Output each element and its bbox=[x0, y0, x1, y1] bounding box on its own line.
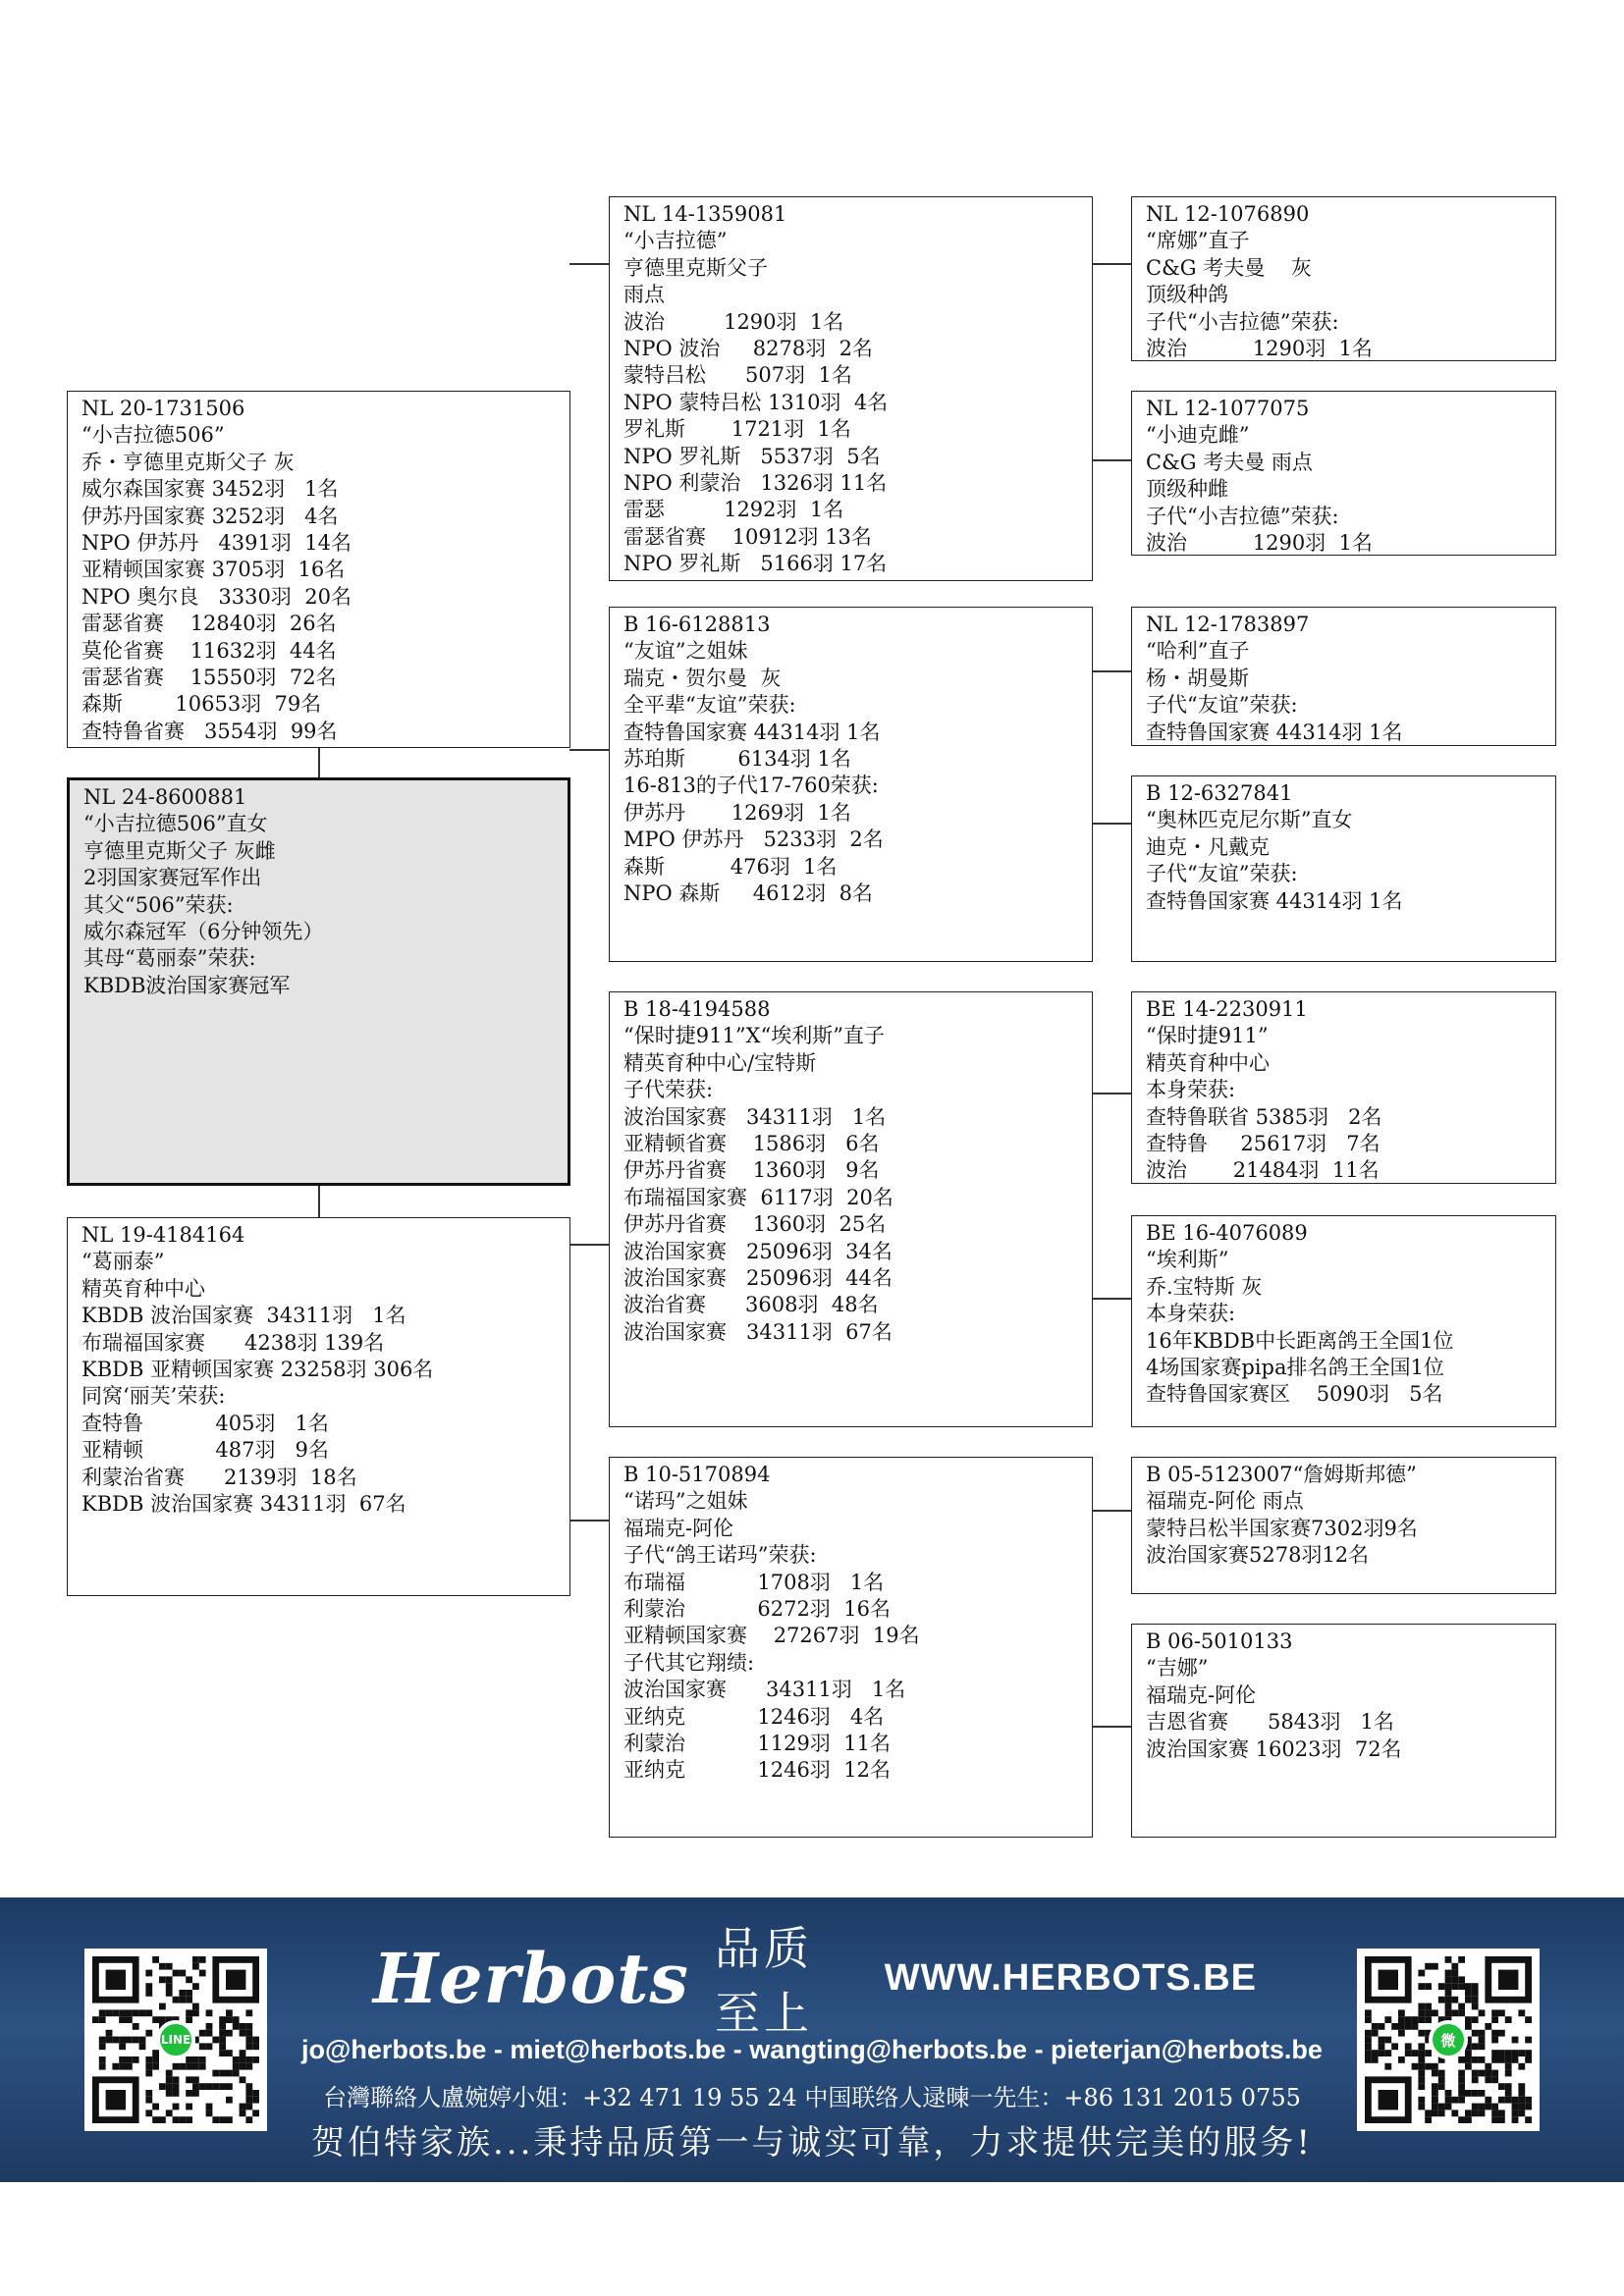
card-line: 威尔森国家赛 3452羽 1名 bbox=[81, 477, 339, 502]
card-line: 布瑞福国家赛 4238羽 139名 bbox=[81, 1330, 385, 1355]
card-line: 威尔森冠军（6分钟领先） bbox=[83, 919, 324, 943]
card-line: 乔・亨德里克斯父子 灰 bbox=[81, 450, 295, 474]
subject-card bbox=[67, 777, 570, 1186]
ring-number: BE 14-2230911 bbox=[1146, 997, 1308, 1021]
card-line: 波治国家赛 34311羽 1名 bbox=[623, 1104, 887, 1129]
card-line: 伊苏丹国家赛 3252羽 4名 bbox=[81, 504, 339, 528]
sire-dam-card bbox=[609, 607, 1093, 962]
connector-ds-dsd bbox=[1092, 1298, 1131, 1300]
card-line: 亚精顿省赛 1586羽 6名 bbox=[623, 1131, 880, 1155]
card-line: “诺玛”之姐妹 bbox=[623, 1489, 748, 1514]
card-line: NPO 利蒙治 1326羽 11名 bbox=[623, 470, 888, 495]
card-line: 波治国家赛 34311羽 1名 bbox=[623, 1678, 906, 1702]
card-line: “奥林匹克尼尔斯”直女 bbox=[1146, 808, 1353, 832]
card-line: “小迪克雌” bbox=[1146, 423, 1250, 448]
card-line: 亚纳克 1246羽 4名 bbox=[623, 1704, 885, 1729]
card-line: 亨德里克斯父子 灰雌 bbox=[83, 838, 276, 863]
connector-sire-subject bbox=[318, 748, 320, 777]
card-line: “吉娜” bbox=[1146, 1656, 1209, 1681]
card-line: 其父“506”荣获: bbox=[83, 892, 234, 917]
card-line: “小吉拉德506”直女 bbox=[83, 812, 268, 836]
ring-number: B 16-6128813 bbox=[623, 613, 771, 636]
connector-dd-dds bbox=[1092, 1510, 1131, 1512]
card-line: 雷瑟省赛 12840羽 26名 bbox=[81, 612, 337, 636]
card-line: 蒙特吕松半国家赛7302羽9名 bbox=[1146, 1516, 1418, 1540]
dam-dam-card bbox=[609, 1457, 1093, 1838]
card-line: 雷瑟省赛 10912羽 13名 bbox=[623, 524, 872, 549]
card-line: 其母“葛丽泰”荣获: bbox=[83, 946, 256, 971]
card-line: 顶级种雌 bbox=[1146, 477, 1228, 502]
card-line: 查特鲁国家赛区 5090羽 5名 bbox=[1146, 1382, 1443, 1407]
ring-number: B 06-5010133 bbox=[1146, 1629, 1293, 1653]
dam-sire-card bbox=[609, 991, 1093, 1427]
card-line: 波治国家赛 25096羽 34名 bbox=[623, 1239, 893, 1263]
connector-ds-dss bbox=[1092, 1093, 1131, 1095]
card-line: 16年KBDB中长距离鸽王全国1位 bbox=[1146, 1328, 1454, 1353]
card-line: 伊苏丹省赛 1360羽 9名 bbox=[623, 1158, 880, 1183]
brand-row bbox=[373, 1922, 1257, 2040]
card-line: KBDB 波治国家赛 34311羽 67名 bbox=[81, 1491, 406, 1516]
card-line: 雷瑟省赛 15550羽 72名 bbox=[81, 665, 337, 689]
card-line: 亚精顿国家赛 27267羽 19名 bbox=[623, 1624, 920, 1648]
card-line: 顶级种鸽 bbox=[1146, 283, 1228, 307]
connector-sire-sd bbox=[569, 749, 609, 751]
card-line: 子代荣获: bbox=[623, 1078, 714, 1102]
card-line: 莫伦省赛 11632羽 44名 bbox=[81, 638, 337, 663]
footer-banner bbox=[0, 1897, 1624, 2182]
connector-subject-dam bbox=[318, 1186, 320, 1217]
card-line: 查特鲁 25617羽 7名 bbox=[1146, 1131, 1380, 1155]
card-line: KBDB 亚精顿国家赛 23258羽 306名 bbox=[81, 1357, 434, 1381]
connector-dam-dd bbox=[569, 1520, 609, 1522]
card-line: 波治 1290羽 1名 bbox=[1146, 530, 1373, 555]
card-line: 波治国家赛5278羽12名 bbox=[1146, 1543, 1370, 1568]
contact-phones: 台灣聯絡人盧婉婷小姐：+32 471 19 55 24 中国联络人逯暕一先生：+86 131 2015 0755 bbox=[323, 2084, 1301, 2111]
connector-sire-ss bbox=[569, 263, 609, 265]
ring-number: NL 19-4184164 bbox=[81, 1223, 245, 1247]
card-line: NPO 罗礼斯 5166羽 17名 bbox=[623, 552, 888, 576]
qr-code-wechat[interactable] bbox=[1357, 1949, 1540, 2131]
card-line: 波治 21484羽 11名 bbox=[1146, 1158, 1380, 1183]
card-line: “埃利斯” bbox=[1146, 1248, 1229, 1272]
ring-number: B 12-6327841 bbox=[1146, 781, 1293, 805]
line-icon: LINE bbox=[156, 2020, 195, 2059]
card-line: 子代“小吉拉德”荣获: bbox=[1146, 504, 1339, 528]
sdd-card bbox=[1131, 775, 1556, 962]
sss-card bbox=[1131, 196, 1556, 361]
card-line: 2羽国家赛冠军作出 bbox=[83, 866, 262, 890]
card-line: 查特鲁联省 5385羽 2名 bbox=[1146, 1104, 1382, 1129]
connector-sd-sdd bbox=[1092, 823, 1131, 825]
card-line: MPO 伊苏丹 5233羽 2名 bbox=[623, 828, 884, 852]
card-line: 同窝‘丽芙’荣获: bbox=[81, 1384, 226, 1409]
card-line: 精英育种中心 bbox=[1146, 1050, 1270, 1075]
card-line: 16-813的子代17-760荣获: bbox=[623, 774, 879, 798]
card-line: “保时捷911” bbox=[1146, 1024, 1269, 1048]
card-line: 布瑞福 1708羽 1名 bbox=[623, 1570, 885, 1594]
tagline: 贺伯特家族...秉持品质第一与诚实可靠，力求提供完美的服务! bbox=[310, 2123, 1314, 2163]
card-line: 福瑞克-阿伦 bbox=[1146, 1682, 1257, 1707]
card-line: 乔.宝特斯 灰 bbox=[1146, 1274, 1263, 1299]
ring-number: NL 14-1359081 bbox=[623, 202, 787, 226]
card-line: 苏珀斯 6134羽 1名 bbox=[623, 746, 851, 771]
card-line: 亚精顿国家赛 3705羽 16名 bbox=[81, 558, 346, 582]
card-line: C&G 考夫曼 灰 bbox=[1146, 255, 1312, 280]
connector-ss-ssd bbox=[1092, 459, 1131, 461]
card-line: 子代“友谊”荣获: bbox=[1146, 862, 1298, 886]
card-line: 伊苏丹 1269羽 1名 bbox=[623, 800, 851, 825]
connector-dam-ds bbox=[569, 1244, 609, 1246]
card-line: 波治国家赛 16023羽 72名 bbox=[1146, 1736, 1402, 1761]
ddd-card bbox=[1131, 1624, 1556, 1838]
card-line: 吉恩省赛 5843羽 1名 bbox=[1146, 1710, 1394, 1735]
ring-number: NL 24-8600881 bbox=[83, 785, 247, 809]
ring-number: B 10-5170894 bbox=[623, 1463, 771, 1486]
ring-number: NL 12-1077075 bbox=[1146, 397, 1310, 420]
card-line: 波治 1290羽 1名 bbox=[623, 309, 844, 334]
card-line: 波治省赛 3608羽 48名 bbox=[623, 1293, 879, 1317]
slogan: 品质至上 bbox=[714, 1922, 813, 2040]
card-line: “小吉拉德506” bbox=[81, 423, 225, 448]
card-line: NPO 奥尔良 3330羽 20名 bbox=[81, 584, 352, 609]
card-line: 亚纳克 1246羽 12名 bbox=[623, 1758, 891, 1783]
card-line: “小吉拉德” bbox=[623, 229, 728, 253]
card-line: 瑞克・贺尔曼 灰 bbox=[623, 666, 782, 690]
card-line: 查特鲁 405羽 1名 bbox=[81, 1411, 329, 1435]
dam-card bbox=[67, 1217, 570, 1596]
connector-ss-sss bbox=[1092, 263, 1131, 265]
card-line: 本身荣获: bbox=[1146, 1078, 1236, 1102]
card-line: 布瑞福国家赛 6117羽 20名 bbox=[623, 1185, 893, 1209]
card-line: 精英育种中心/宝特斯 bbox=[623, 1050, 817, 1075]
card-line: 雨点 bbox=[623, 283, 665, 307]
card-line: 利蒙治 6272羽 16名 bbox=[623, 1596, 891, 1621]
card-line: 查特鲁国家赛 44314羽 1名 bbox=[623, 720, 881, 744]
card-line: 精英育种中心 bbox=[81, 1276, 205, 1301]
card-line: 利蒙治 1129羽 11名 bbox=[623, 1731, 891, 1755]
dds-card bbox=[1131, 1457, 1556, 1594]
ring-number: NL 12-1076890 bbox=[1146, 202, 1310, 226]
card-line: 查特鲁省赛 3554羽 99名 bbox=[81, 719, 338, 743]
ssd-card bbox=[1131, 391, 1556, 556]
card-line: “哈利”直子 bbox=[1146, 639, 1250, 664]
ring-number: B 05-5123007“詹姆斯邦德” bbox=[1146, 1463, 1417, 1486]
dsd-card bbox=[1131, 1215, 1556, 1427]
card-line: 4场国家赛pipa排名鸽王全国1位 bbox=[1146, 1355, 1444, 1379]
wechat-icon: 微 bbox=[1429, 2020, 1468, 2059]
card-line: “保时捷911”X“埃利斯”直子 bbox=[623, 1024, 885, 1048]
card-line: C&G 考夫曼 雨点 bbox=[1146, 450, 1313, 474]
website-link[interactable]: WWW.HERBOTS.BE bbox=[884, 1956, 1257, 1999]
card-line: 子代“小吉拉德”荣获: bbox=[1146, 309, 1339, 334]
sire-card bbox=[67, 391, 570, 748]
card-line: 子代“鸽王诺玛”荣获: bbox=[623, 1543, 817, 1568]
card-line: 伊苏丹省赛 1360羽 25名 bbox=[623, 1212, 887, 1237]
card-line: 波治 1290羽 1名 bbox=[1146, 336, 1373, 360]
card-line: 福瑞克-阿伦 bbox=[623, 1516, 734, 1540]
sire-sire-card bbox=[609, 196, 1093, 581]
dss-card bbox=[1131, 991, 1556, 1184]
card-line: 杨・胡曼斯 bbox=[1146, 666, 1249, 690]
card-line: 子代其它翔绩: bbox=[623, 1650, 755, 1675]
card-line: 查特鲁国家赛 44314羽 1名 bbox=[1146, 888, 1403, 913]
herbots-logo: Herbots bbox=[373, 1937, 689, 2019]
ring-number: NL 12-1783897 bbox=[1146, 613, 1310, 636]
sds-card bbox=[1131, 607, 1556, 746]
connector-sd-sds bbox=[1092, 670, 1131, 672]
email-list[interactable]: jo@herbots.be - miet@herbots.be - wangting@herbots.be - pieterjan@herbots.be bbox=[301, 2035, 1323, 2064]
card-line: NPO 蒙特吕松 1310羽 4名 bbox=[623, 390, 889, 414]
card-line: “葛丽泰” bbox=[81, 1250, 165, 1274]
card-line: 迪克・凡戴克 bbox=[1146, 834, 1270, 859]
qr-code-line[interactable] bbox=[84, 1949, 267, 2131]
card-line: “友谊”之姐妹 bbox=[623, 639, 748, 664]
ring-number: B 18-4194588 bbox=[623, 997, 771, 1021]
card-line: NPO 森斯 4612羽 8名 bbox=[623, 881, 873, 905]
card-line: 查特鲁国家赛 44314羽 1名 bbox=[1146, 720, 1403, 744]
card-line: 雷瑟 1292羽 1名 bbox=[623, 498, 844, 522]
card-line: 本身荣获: bbox=[1146, 1302, 1236, 1326]
card-line: 福瑞克-阿伦 雨点 bbox=[1146, 1489, 1304, 1514]
ring-number: NL 20-1731506 bbox=[81, 397, 245, 420]
card-line: KBDB 波治国家赛 34311羽 1名 bbox=[81, 1304, 406, 1328]
card-line: “席娜”直子 bbox=[1146, 229, 1250, 253]
ring-number: BE 16-4076089 bbox=[1146, 1221, 1308, 1245]
card-line: 森斯 476羽 1名 bbox=[623, 854, 838, 879]
card-line: NPO 波治 8278羽 2名 bbox=[623, 336, 873, 360]
card-line: 全平辈“友谊”荣获: bbox=[623, 693, 796, 718]
card-line: 森斯 10653羽 79名 bbox=[81, 692, 322, 717]
card-line: KBDB波治国家赛冠军 bbox=[83, 973, 291, 997]
card-line: 波治国家赛 34311羽 67名 bbox=[623, 1319, 893, 1344]
card-line: 波治国家赛 25096羽 44名 bbox=[623, 1265, 893, 1290]
connector-dd-ddd bbox=[1092, 1726, 1131, 1728]
card-line: 罗礼斯 1721羽 1名 bbox=[623, 417, 851, 442]
card-line: 亚精顿 487羽 9名 bbox=[81, 1438, 329, 1463]
card-line: NPO 罗礼斯 5537羽 5名 bbox=[623, 444, 881, 468]
card-line: 子代“友谊”荣获: bbox=[1146, 693, 1298, 718]
card-line: 利蒙治省赛 2139羽 18名 bbox=[81, 1465, 357, 1489]
card-line: 亨德里克斯父子 bbox=[623, 255, 768, 280]
card-line: 蒙特吕松 507羽 1名 bbox=[623, 363, 852, 388]
card-line: NPO 伊苏丹 4391羽 14名 bbox=[81, 530, 352, 555]
